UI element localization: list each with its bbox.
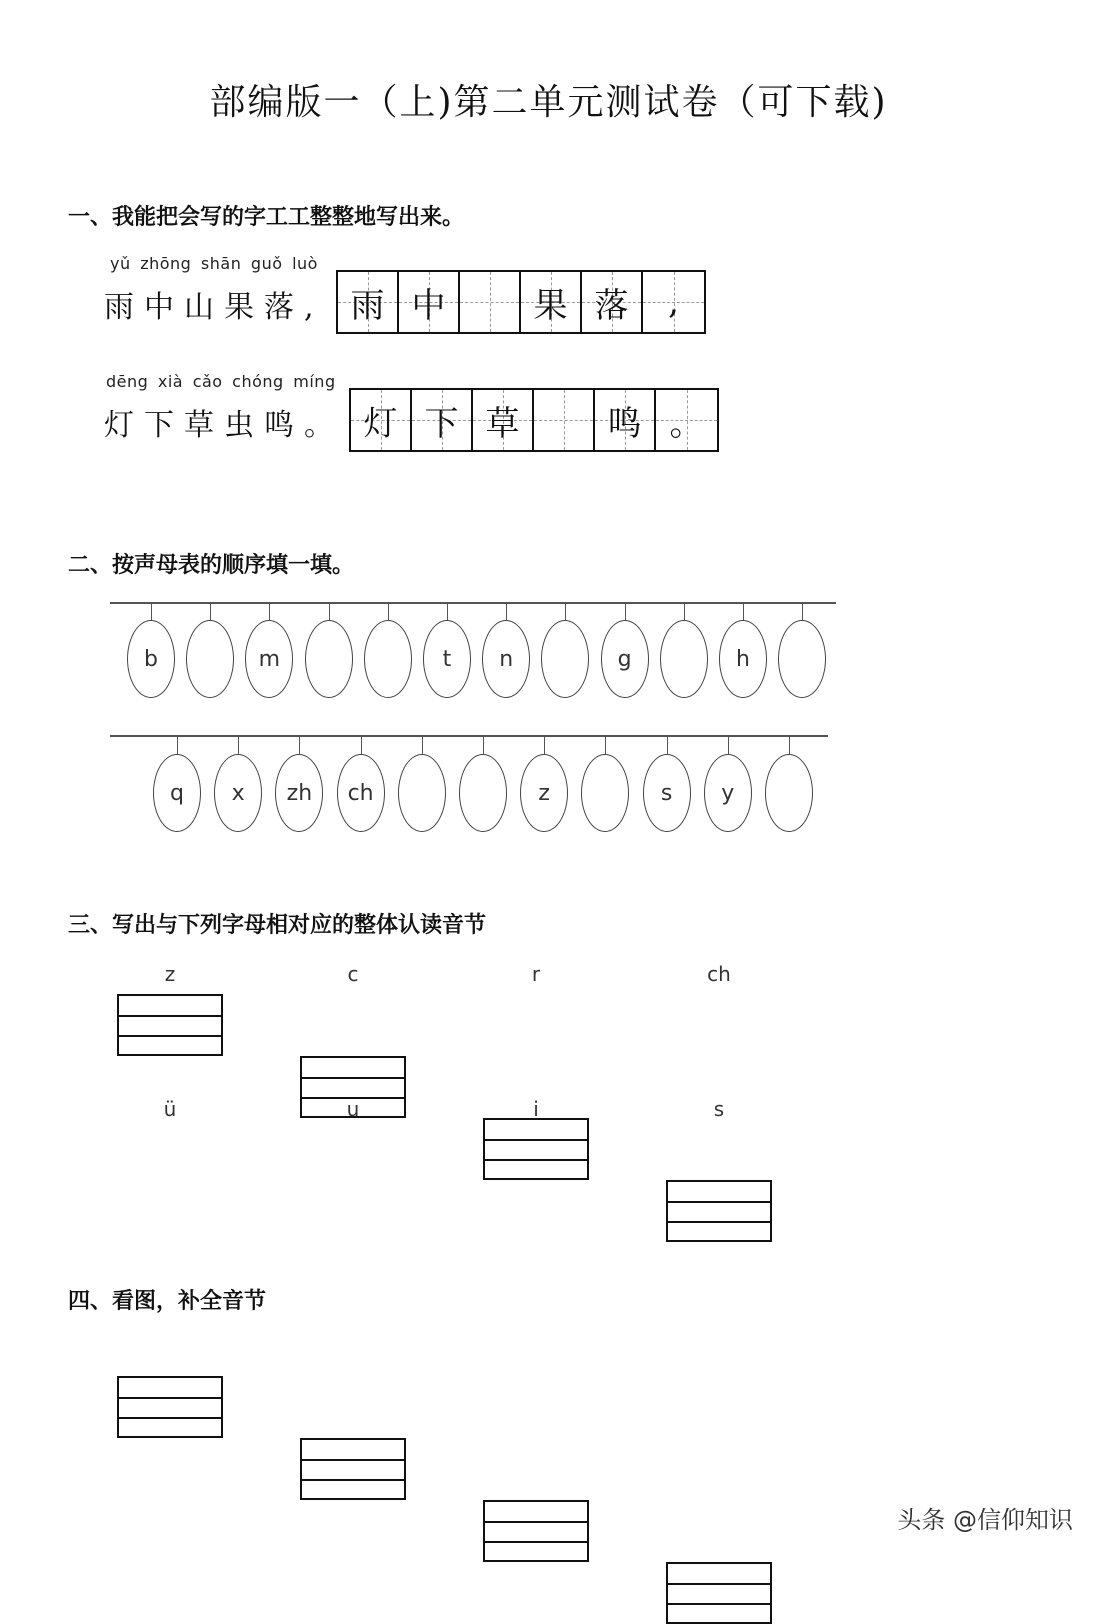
bead-string <box>684 603 685 620</box>
grid-cell[interactable]: 果 <box>521 272 582 332</box>
bead-string <box>388 603 389 620</box>
syllable-letter: ü <box>163 1097 177 1121</box>
syllable-letter: s <box>713 1097 725 1121</box>
initial-bead[interactable] <box>765 754 813 832</box>
bead-string <box>210 603 211 620</box>
initial-bead[interactable] <box>398 754 446 832</box>
initial-bead[interactable]: zh <box>275 754 323 832</box>
initial-bead[interactable]: s <box>643 754 691 832</box>
bead-string <box>667 736 668 754</box>
initial-bead[interactable] <box>186 620 234 698</box>
initial-bead[interactable]: n <box>482 620 530 698</box>
pinyin-line-1: yǔ zhōng shān guǒ luò <box>110 254 318 273</box>
initial-bead[interactable] <box>778 620 826 698</box>
bead-string <box>238 736 239 754</box>
four-line-box[interactable] <box>300 1438 406 1500</box>
syllable-letter: c <box>347 962 359 986</box>
bead-string <box>802 603 803 620</box>
four-line-box[interactable] <box>666 1180 772 1242</box>
writing-grid-1 <box>336 270 706 334</box>
section-1-heading: 一、我能把会写的字工工整整地写出来。 <box>68 205 465 230</box>
bead-string <box>743 603 744 620</box>
verse-line-2: 灯下草虫鸣。 <box>104 408 344 443</box>
section-2-heading: 二、按声母表的顺序填一填。 <box>68 553 355 578</box>
initial-bead[interactable]: b <box>127 620 175 698</box>
bead-string <box>151 603 152 620</box>
initial-bead[interactable] <box>660 620 708 698</box>
grid-cell[interactable]: 鸣 <box>595 390 656 450</box>
initial-bead[interactable]: y <box>704 754 752 832</box>
bead-rope-1 <box>110 602 836 604</box>
bead-string <box>269 603 270 620</box>
bead-string <box>565 603 566 620</box>
verse-line-1: 雨中山果落, <box>104 290 324 325</box>
syllable-letter: i <box>533 1097 539 1121</box>
pinyin-line-2: dēng xià cǎo chóng míng <box>106 372 336 391</box>
syllable-letter: u <box>346 1097 360 1121</box>
bead-string <box>605 736 606 754</box>
initial-bead[interactable] <box>459 754 507 832</box>
initial-bead[interactable]: x <box>214 754 262 832</box>
initial-bead[interactable]: h <box>719 620 767 698</box>
grid-cell[interactable]: 落 <box>582 272 643 332</box>
syllable-letter: ch <box>707 962 731 986</box>
bead-string <box>728 736 729 754</box>
initial-bead[interactable] <box>541 620 589 698</box>
grid-cell[interactable] <box>534 390 595 450</box>
four-line-box[interactable] <box>483 1500 589 1562</box>
grid-cell[interactable]: 。 <box>656 390 717 450</box>
grid-cell[interactable]: 灯 <box>351 390 412 450</box>
bead-string <box>789 736 790 754</box>
initial-bead[interactable]: z <box>520 754 568 832</box>
initial-bead[interactable] <box>305 620 353 698</box>
grid-cell[interactable]: , <box>643 272 704 332</box>
bead-string <box>422 736 423 754</box>
bead-string <box>447 603 448 620</box>
initial-bead[interactable]: t <box>423 620 471 698</box>
initial-bead[interactable]: ch <box>337 754 385 832</box>
bead-string <box>329 603 330 620</box>
syllable-letter: z <box>164 962 176 986</box>
four-line-box[interactable] <box>483 1118 589 1180</box>
page-title: 部编版一（上)第二单元测试卷（可下载) <box>209 82 888 123</box>
grid-cell[interactable]: 雨 <box>338 272 399 332</box>
initial-bead[interactable]: g <box>601 620 649 698</box>
grid-cell[interactable]: 中 <box>399 272 460 332</box>
grid-cell[interactable]: 草 <box>473 390 534 450</box>
four-line-box[interactable] <box>117 1376 223 1438</box>
bead-string <box>299 736 300 754</box>
initial-bead[interactable]: q <box>153 754 201 832</box>
bead-string <box>483 736 484 754</box>
watermark: 头条 @信仰知识 <box>897 1506 1073 1534</box>
bead-string <box>625 603 626 620</box>
section-3-heading: 三、写出与下列字母相对应的整体认读音节 <box>68 913 487 938</box>
syllable-letter: r <box>531 962 541 986</box>
section-4-heading: 四、看图，补全音节 <box>68 1289 267 1314</box>
initial-bead[interactable]: m <box>245 620 293 698</box>
grid-cell[interactable]: 下 <box>412 390 473 450</box>
four-line-box[interactable] <box>666 1562 772 1624</box>
four-line-box[interactable] <box>117 994 223 1056</box>
bead-string <box>177 736 178 754</box>
initial-bead[interactable] <box>364 620 412 698</box>
bead-rope-2 <box>110 735 828 737</box>
writing-grid-2 <box>349 388 719 452</box>
grid-cell[interactable] <box>460 272 521 332</box>
initial-bead[interactable] <box>581 754 629 832</box>
bead-string <box>361 736 362 754</box>
bead-string <box>506 603 507 620</box>
bead-string <box>544 736 545 754</box>
